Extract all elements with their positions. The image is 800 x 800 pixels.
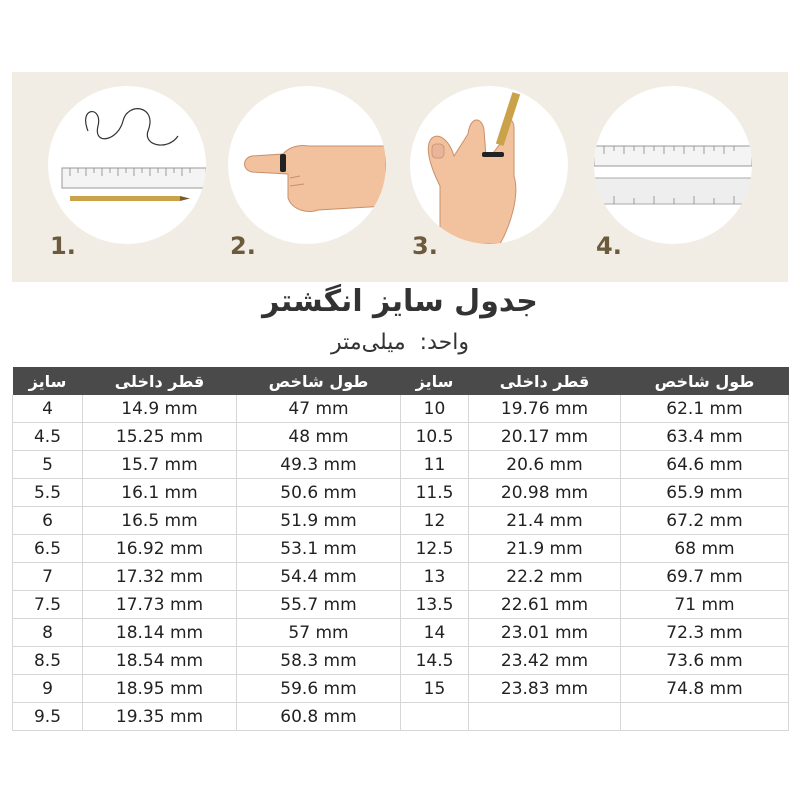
- cell-size: 12.5: [401, 535, 469, 563]
- cell-size: 5: [13, 451, 83, 479]
- table-row: [13, 703, 789, 731]
- cell-inner-diameter: 20.6 mm: [469, 451, 621, 479]
- step-4-circle: [594, 86, 752, 244]
- cell-inner-diameter: 21.9 mm: [469, 535, 621, 563]
- mark-string-icon: [410, 86, 568, 244]
- cell-inner-diameter: 21.4 mm: [469, 507, 621, 535]
- cell-size: 4: [13, 395, 83, 423]
- cell-inner-diameter: 23.42 mm: [469, 647, 621, 675]
- cell-inner-diameter: 23.83 mm: [469, 675, 621, 703]
- step-2: [192, 72, 386, 282]
- step-3-number: 3.: [412, 232, 438, 260]
- header-size: سایز: [401, 367, 469, 395]
- cell-circumference: 59.6 mm: [237, 675, 401, 703]
- header-inner-diameter: قطر داخلی: [83, 367, 237, 395]
- cell-circumference: 65.9 mm: [621, 479, 789, 507]
- cell-circumference: 55.7 mm: [237, 591, 401, 619]
- step-1: [12, 72, 206, 282]
- cell-size: 7: [13, 563, 83, 591]
- cell-inner-diameter: 22.61 mm: [469, 591, 621, 619]
- step-4: [558, 72, 752, 282]
- cell-size: 13: [401, 563, 469, 591]
- table-row: [13, 395, 789, 423]
- table-row: [13, 423, 789, 451]
- cell-inner-diameter: 15.7 mm: [83, 451, 237, 479]
- table-header-row: [13, 367, 789, 395]
- cell-size: 14.5: [401, 647, 469, 675]
- cell-inner-diameter: 19.76 mm: [469, 395, 621, 423]
- cell-size: 10.5: [401, 423, 469, 451]
- table-body: [13, 395, 789, 731]
- cell-circumference: 51.9 mm: [237, 507, 401, 535]
- cell-size: 7.5: [13, 591, 83, 619]
- steps-band: [12, 72, 788, 282]
- step-1-circle: [48, 86, 206, 244]
- cell-circumference: 57 mm: [237, 619, 401, 647]
- table-row: [13, 563, 789, 591]
- cell-inner-diameter: 18.95 mm: [83, 675, 237, 703]
- cell-circumference: 49.3 mm: [237, 451, 401, 479]
- unit-label: واحد:: [419, 330, 469, 355]
- cell-inner-diameter: 20.98 mm: [469, 479, 621, 507]
- cell-size: 12: [401, 507, 469, 535]
- cell-size: 14: [401, 619, 469, 647]
- cell-size: 8: [13, 619, 83, 647]
- table-row: [13, 535, 789, 563]
- cell-circumference: 58.3 mm: [237, 647, 401, 675]
- cell-inner-diameter: 18.14 mm: [83, 619, 237, 647]
- step-4-number: 4.: [596, 232, 622, 260]
- cell-inner-diameter: 14.9 mm: [83, 395, 237, 423]
- cell-size: 6.5: [13, 535, 83, 563]
- measure-ruler-icon: [594, 86, 752, 244]
- cell-circumference: 63.4 mm: [621, 423, 789, 451]
- header-circumference: طول شاخص: [237, 367, 401, 395]
- cell-circumference: 62.1 mm: [621, 395, 789, 423]
- cell-circumference: 64.6 mm: [621, 451, 789, 479]
- cell-size: 15: [401, 675, 469, 703]
- header-circumference: طول شاخص: [621, 367, 789, 395]
- cell-size: [401, 703, 469, 731]
- cell-size: 11: [401, 451, 469, 479]
- step-2-circle: [228, 86, 386, 244]
- cell-inner-diameter: 23.01 mm: [469, 619, 621, 647]
- cell-circumference: 53.1 mm: [237, 535, 401, 563]
- header-size: سایز: [13, 367, 83, 395]
- finger-wrapped-icon: [228, 86, 386, 244]
- cell-size: 5.5: [13, 479, 83, 507]
- cell-size: 6: [13, 507, 83, 535]
- step-1-number: 1.: [50, 232, 76, 260]
- cell-circumference: 69.7 mm: [621, 563, 789, 591]
- cell-size: 13.5: [401, 591, 469, 619]
- cell-circumference: 71 mm: [621, 591, 789, 619]
- cell-circumference: 60.8 mm: [237, 703, 401, 731]
- cell-circumference: 68 mm: [621, 535, 789, 563]
- cell-size: 11.5: [401, 479, 469, 507]
- cell-inner-diameter: 16.1 mm: [83, 479, 237, 507]
- cell-circumference: 67.2 mm: [621, 507, 789, 535]
- cell-circumference: 74.8 mm: [621, 675, 789, 703]
- page-title: جدول سایز انگشتر: [262, 284, 538, 319]
- unit-line: [0, 330, 800, 355]
- cell-inner-diameter: 15.25 mm: [83, 423, 237, 451]
- cell-circumference: 54.4 mm: [237, 563, 401, 591]
- table-row: [13, 507, 789, 535]
- ring-size-table: [12, 367, 789, 731]
- cell-size: 4.5: [13, 423, 83, 451]
- unit-value: میلی‌متر: [331, 330, 406, 355]
- cell-circumference: 50.6 mm: [237, 479, 401, 507]
- cell-inner-diameter: 17.73 mm: [83, 591, 237, 619]
- cell-inner-diameter: 22.2 mm: [469, 563, 621, 591]
- table-row: [13, 647, 789, 675]
- cell-circumference: 48 mm: [237, 423, 401, 451]
- cell-inner-diameter: 20.17 mm: [469, 423, 621, 451]
- step-2-number: 2.: [230, 232, 256, 260]
- cell-inner-diameter: 18.54 mm: [83, 647, 237, 675]
- cell-inner-diameter: 16.92 mm: [83, 535, 237, 563]
- cell-circumference: 73.6 mm: [621, 647, 789, 675]
- cell-inner-diameter: 19.35 mm: [83, 703, 237, 731]
- cell-circumference: 72.3 mm: [621, 619, 789, 647]
- cell-size: 10: [401, 395, 469, 423]
- table-row: [13, 675, 789, 703]
- step-3-circle: [410, 86, 568, 244]
- header-inner-diameter: قطر داخلی: [469, 367, 621, 395]
- cell-inner-diameter: 16.5 mm: [83, 507, 237, 535]
- cell-inner-diameter: [469, 703, 621, 731]
- table-row: [13, 451, 789, 479]
- step-3: [374, 72, 568, 282]
- cell-circumference: [621, 703, 789, 731]
- cell-inner-diameter: 17.32 mm: [83, 563, 237, 591]
- cell-size: 9: [13, 675, 83, 703]
- cell-size: 9.5: [13, 703, 83, 731]
- table-row: [13, 479, 789, 507]
- table-row: [13, 591, 789, 619]
- cell-size: 8.5: [13, 647, 83, 675]
- string-ruler-pencil-icon: [48, 86, 206, 244]
- cell-circumference: 47 mm: [237, 395, 401, 423]
- table-row: [13, 619, 789, 647]
